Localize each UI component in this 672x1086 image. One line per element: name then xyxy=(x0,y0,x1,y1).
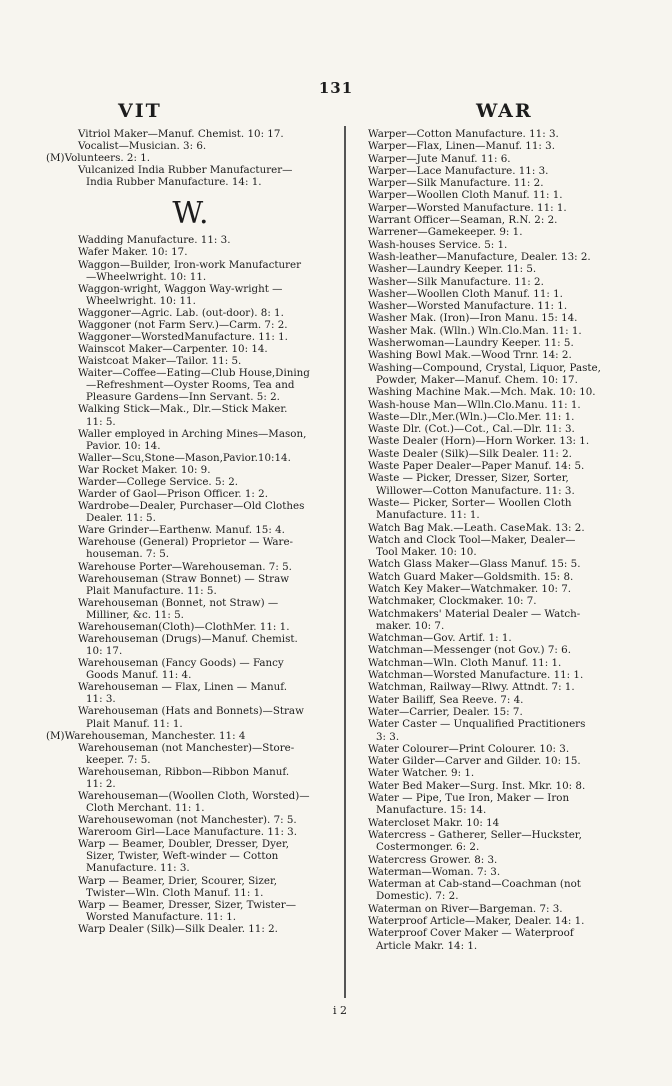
index-line: Waterman on River—Bargeman. 7: 3. xyxy=(368,902,563,915)
index-line: Waste Paper Dealer—Paper Manuf. 14: 5. xyxy=(368,460,585,473)
index-line: Waistcoat Maker—Tailor. 11: 5. xyxy=(78,355,242,368)
index-line: Water Bailiff, Sea Reeve. 7: 4. xyxy=(368,693,524,706)
index-line: Watch and Clock Tool—Maker, Dealer— xyxy=(368,533,576,546)
index-line: maker. 10: 7. xyxy=(376,619,445,632)
index-line: Warper—Cotton Manufacture. 11: 3. xyxy=(368,128,559,140)
index-line: Washer—Worsted Manufacture. 11: 1. xyxy=(368,300,568,313)
index-line: Waggoner (not Farm Serv.)—Carm. 7: 2. xyxy=(78,318,288,331)
index-line: Washing Bowl Mak.—Wood Trnr. 14: 2. xyxy=(368,349,572,362)
index-line: Wainscot Maker—Carpenter. 10: 14. xyxy=(78,343,268,356)
index-line: Article Makr. 14: 1. xyxy=(376,939,478,952)
index-line: Manufacture. 11: 1. xyxy=(376,509,480,522)
index-line: Wash-house Man—Wlln.Clo.Manu. 11: 1. xyxy=(368,398,581,411)
index-line: Waterproof Article—Maker, Dealer. 14: 1. xyxy=(368,915,585,927)
index-line: Washer Mak. (Wlln.) Wln.Clo.Man. 11: 1. xyxy=(368,324,582,337)
left-column xyxy=(46,128,336,935)
index-line: Warper—Silk Manufacture. 11: 2. xyxy=(368,177,544,190)
index-line: Waste Dlr. (Cot.)—Cot., Cal.—Dlr. 11: 3. xyxy=(368,423,575,436)
index-line: Powder, Maker—Manuf. Chem. 10: 17. xyxy=(376,373,578,386)
index-line: keeper. 7: 5. xyxy=(86,753,151,766)
index-line: Warper—Woollen Cloth Manuf. 11: 1. xyxy=(368,189,563,202)
index-line: Pavior. 10: 14. xyxy=(86,439,161,452)
index-line: Vitriol Maker—Manuf. Chemist. 10: 17. xyxy=(78,128,284,140)
index-line: Waste Dealer (Silk)—Silk Dealer. 11: 2. xyxy=(368,447,572,460)
index-line: Wardrobe—Dealer, Purchaser—Old Clothes xyxy=(78,500,305,513)
column-divider xyxy=(344,126,346,998)
index-line: Manufacture. 11: 3. xyxy=(86,862,190,875)
index-line: Waller—Scu,Stone—Mason,Pavior.10:14. xyxy=(78,451,291,464)
index-line: —Wheelwright. 10: 11. xyxy=(86,270,207,283)
index-line: Warehouseman, Ribbon—Ribbon Manuf. xyxy=(78,765,290,778)
index-line: Watercress – Gatherer, Seller—Huckster, xyxy=(368,828,582,841)
index-line: Vulcanized India Rubber Manufacturer— xyxy=(78,164,293,177)
index-line: Warper—Lace Manufacture. 11: 3. xyxy=(368,164,549,177)
index-line: Water Caster — Unqualified Practitioners xyxy=(368,718,586,731)
index-line: Watchmakers' Material Dealer — Watch- xyxy=(368,607,581,620)
index-line: Willower—Cotton Manufacture. 11: 3. xyxy=(376,484,575,497)
index-line: Warp — Beamer, Doubler, Dresser, Dyer, xyxy=(78,838,290,851)
index-line: Warrener—Gamekeeper. 9: 1. xyxy=(368,226,523,239)
index-line: Warder—College Service. 5: 2. xyxy=(78,475,239,488)
index-line: Goods Manuf. 11: 4. xyxy=(86,669,192,682)
index-line: Warehouseman (Straw Bonnet) — Straw xyxy=(78,572,290,585)
index-line: Warehouseman (Hats and Bonnets)—Straw xyxy=(78,705,304,718)
index-line: 11: 2. xyxy=(86,777,116,790)
index-line: —Refreshment—Oyster Rooms, Tea and xyxy=(86,379,295,392)
index-line: Wadding Manufacture. 11: 3. xyxy=(78,234,231,247)
page-signature: i 2 xyxy=(333,1004,348,1017)
index-line: (M)Volunteers. 2: 1. xyxy=(46,152,151,165)
index-line: Washing Machine Mak.—Mch. Mak. 10: 10. xyxy=(368,386,596,399)
index-line: Warp — Beamer, Drier, Scourer, Sizer, xyxy=(78,874,278,887)
index-line: Waterproof Cover Maker — Waterproof xyxy=(368,927,574,940)
right-column xyxy=(368,128,630,952)
index-line: 11: 3. xyxy=(86,693,116,706)
index-line: Warder of Gaol—Prison Officer. 1: 2. xyxy=(78,488,268,501)
index-line: Watchmaker, Clockmaker. 10: 7. xyxy=(368,595,537,608)
index-line: Watchman, Railway—Rlwy. Attndt. 7: 1. xyxy=(368,681,575,694)
index-line: Worsted Manufacture. 11: 1. xyxy=(86,910,237,923)
right-column-header: WAR xyxy=(476,100,533,122)
index-line: Waterman—Woman. 7: 3. xyxy=(368,865,501,878)
index-line: Water — Pipe, Tue Iron, Maker — Iron xyxy=(368,792,570,805)
index-line: Warehouseman (Fancy Goods) — Fancy xyxy=(78,657,284,670)
index-line: Wheelwright. 10: 11. xyxy=(86,294,196,307)
index-line: Wareroom Girl—Lace Manufacture. 11: 3. xyxy=(78,826,298,839)
index-line: Warrant Officer—Seaman, R.N. 2: 2. xyxy=(368,214,558,227)
index-line: Waggon—Builder, Iron-work Manufacturer xyxy=(78,258,302,271)
index-line: Warper—Worsted Manufacture. 11: 1. xyxy=(368,201,567,214)
index-line: Warehousewoman (not Manchester). 7: 5. xyxy=(78,814,297,827)
index-line: Watchman—Gov. Artif. 1: 1. xyxy=(368,632,512,645)
index-line: Warehouseman (Bonnet, not Straw) — xyxy=(78,596,279,609)
index-line: Waterman at Cab-stand—Coachman (not xyxy=(368,878,581,891)
index-line: Washer—Woollen Cloth Manuf. 11: 1. xyxy=(368,287,563,300)
index-line: Dealer. 11: 5. xyxy=(86,512,156,525)
index-line: Waste Dealer (Horn)—Horn Worker. 13: 1. xyxy=(368,435,590,448)
index-line: Warehouseman (Drugs)—Manuf. Chemist. xyxy=(78,632,298,645)
index-line: Watercloset Makr. 10: 14 xyxy=(368,816,500,829)
index-line: Washer—Laundry Keeper. 11: 5. xyxy=(368,263,537,276)
index-line: Wafer Maker. 10: 17. xyxy=(78,246,188,259)
index-line: Waggoner—Agric. Lab. (out-door). 8: 1. xyxy=(78,306,284,319)
index-line: Warper—Flax, Linen—Manuf. 11: 3. xyxy=(368,140,555,153)
index-line: Water Bed Maker—Surg. Inst. Mkr. 10: 8. xyxy=(368,779,586,792)
index-line: Costermonger. 6: 2. xyxy=(376,841,480,854)
index-line: Warehouseman — Flax, Linen — Manuf. xyxy=(78,681,287,694)
index-line: Cloth Merchant. 11: 1. xyxy=(86,802,205,815)
index-line: Warehouseman (not Manchester)—Store- xyxy=(78,741,295,754)
index-line: Warp Dealer (Silk)—Silk Dealer. 11: 2. xyxy=(78,922,278,935)
index-line: Watchman—Messenger (not Gov.) 7: 6. xyxy=(368,644,571,657)
index-line: Warehouseman—(Woollen Cloth, Worsted)— xyxy=(78,789,310,802)
index-line: Twister—Wln. Cloth Manuf. 11: 1. xyxy=(86,886,264,899)
index-line: Domestic). 7: 2. xyxy=(376,890,459,903)
index-line: Watch Bag Mak.—Leath. CaseMak. 13: 2. xyxy=(368,521,585,534)
index-line: Waste—Dlr.,Mer.(Wln.)—Clo.Mer. 11: 1. xyxy=(368,410,575,423)
index-line: Warehouse (General) Proprietor — Ware- xyxy=(78,536,294,549)
index-line: War Rocket Maker. 10: 9. xyxy=(78,463,211,476)
index-line: Waggoner—WorstedManufacture. 11: 1. xyxy=(78,331,288,344)
index-line: Watchman—Wln. Cloth Manuf. 11: 1. xyxy=(368,656,562,669)
index-line: Watchman—Worsted Manufacture. 11: 1. xyxy=(368,669,584,682)
index-line: Waggon-wright, Waggon Way-wright — xyxy=(78,282,283,295)
index-line: Waste — Picker, Dresser, Sizer, Sorter, xyxy=(368,472,569,485)
index-line: Watch Key Maker—Watchmaker. 10: 7. xyxy=(368,582,572,595)
index-line: Warehouseman(Cloth)—ClothMer. 11: 1. xyxy=(78,620,290,633)
index-line: Wash-houses Service. 5: 1. xyxy=(368,238,508,251)
index-line: Vocalist—Musician. 3: 6. xyxy=(78,140,207,153)
index-line: Waller employed in Arching Mines—Mason, xyxy=(78,427,307,440)
index-line: Waste— Picker, Sorter— Woollen Cloth xyxy=(368,496,572,509)
index-line: 3: 3. xyxy=(376,730,400,743)
index-line: Washer Mak. (Iron)—Iron Manu. 15: 14. xyxy=(368,312,578,325)
index-line: houseman. 7: 5. xyxy=(86,548,170,561)
index-line: 11: 5. xyxy=(86,415,116,428)
index-line: Water Colourer—Print Colourer. 10: 3. xyxy=(368,742,570,755)
page-number: 131 xyxy=(318,79,354,97)
index-line: Manufacture. 15: 14. xyxy=(376,804,487,817)
index-line: Washer—Silk Manufacture. 11: 2. xyxy=(368,275,544,288)
index-line: Watercress Grower. 8: 3. xyxy=(368,853,498,866)
index-line: Wash-leather—Manufacture, Dealer. 13: 2. xyxy=(368,250,591,263)
index-line: Watch Guard Maker—Goldsmith. 15: 8. xyxy=(368,570,574,583)
index-line: Warp — Beamer, Dresser, Sizer, Twister— xyxy=(78,898,296,911)
index-line: Warehouse Porter—Warehouseman. 7: 5. xyxy=(78,560,292,573)
index-line: 10: 17. xyxy=(86,645,123,658)
section-letter: W. xyxy=(172,196,210,232)
index-line: Water Watcher. 9: 1. xyxy=(368,767,475,780)
index-line: Tool Maker. 10: 10. xyxy=(376,546,477,559)
index-line: Milliner, &c. 11: 5. xyxy=(86,608,184,621)
index-line: Water Gilder—Carver and Gilder. 10: 15. xyxy=(368,755,581,768)
index-line: Walking Stick—Mak., Dlr.—Stick Maker. xyxy=(78,403,288,416)
index-line: Washing—Compound, Crystal, Liquor, Paste, xyxy=(368,361,601,374)
left-column-header: VIT xyxy=(118,100,162,122)
index-line: Washerwoman—Laundry Keeper. 11: 5. xyxy=(368,337,574,350)
index-line: (M)Warehouseman, Manchester. 11: 4 xyxy=(46,729,246,742)
index-line: Sizer, Twister, Weft-winder — Cotton xyxy=(86,850,279,863)
index-line: Plait Manuf. 11: 1. xyxy=(86,717,183,730)
index-line: Water—Carrier, Dealer. 15: 7. xyxy=(368,705,523,718)
index-line: Pleasure Gardens—Inn Servant. 5: 2. xyxy=(86,391,280,404)
index-line: Watch Glass Maker—Glass Manuf. 15: 5. xyxy=(368,558,581,571)
index-line: Warper—Jute Manuf. 11: 6. xyxy=(368,152,511,165)
index-line: Waiter—Coffee—Eating—Club House,Dining xyxy=(78,367,310,380)
index-line: India Rubber Manufacture. 14: 1. xyxy=(86,176,262,189)
index-line: Plait Manufacture. 11: 5. xyxy=(86,584,217,597)
index-line: Ware Grinder—Earthenw. Manuf. 15: 4. xyxy=(78,524,285,537)
